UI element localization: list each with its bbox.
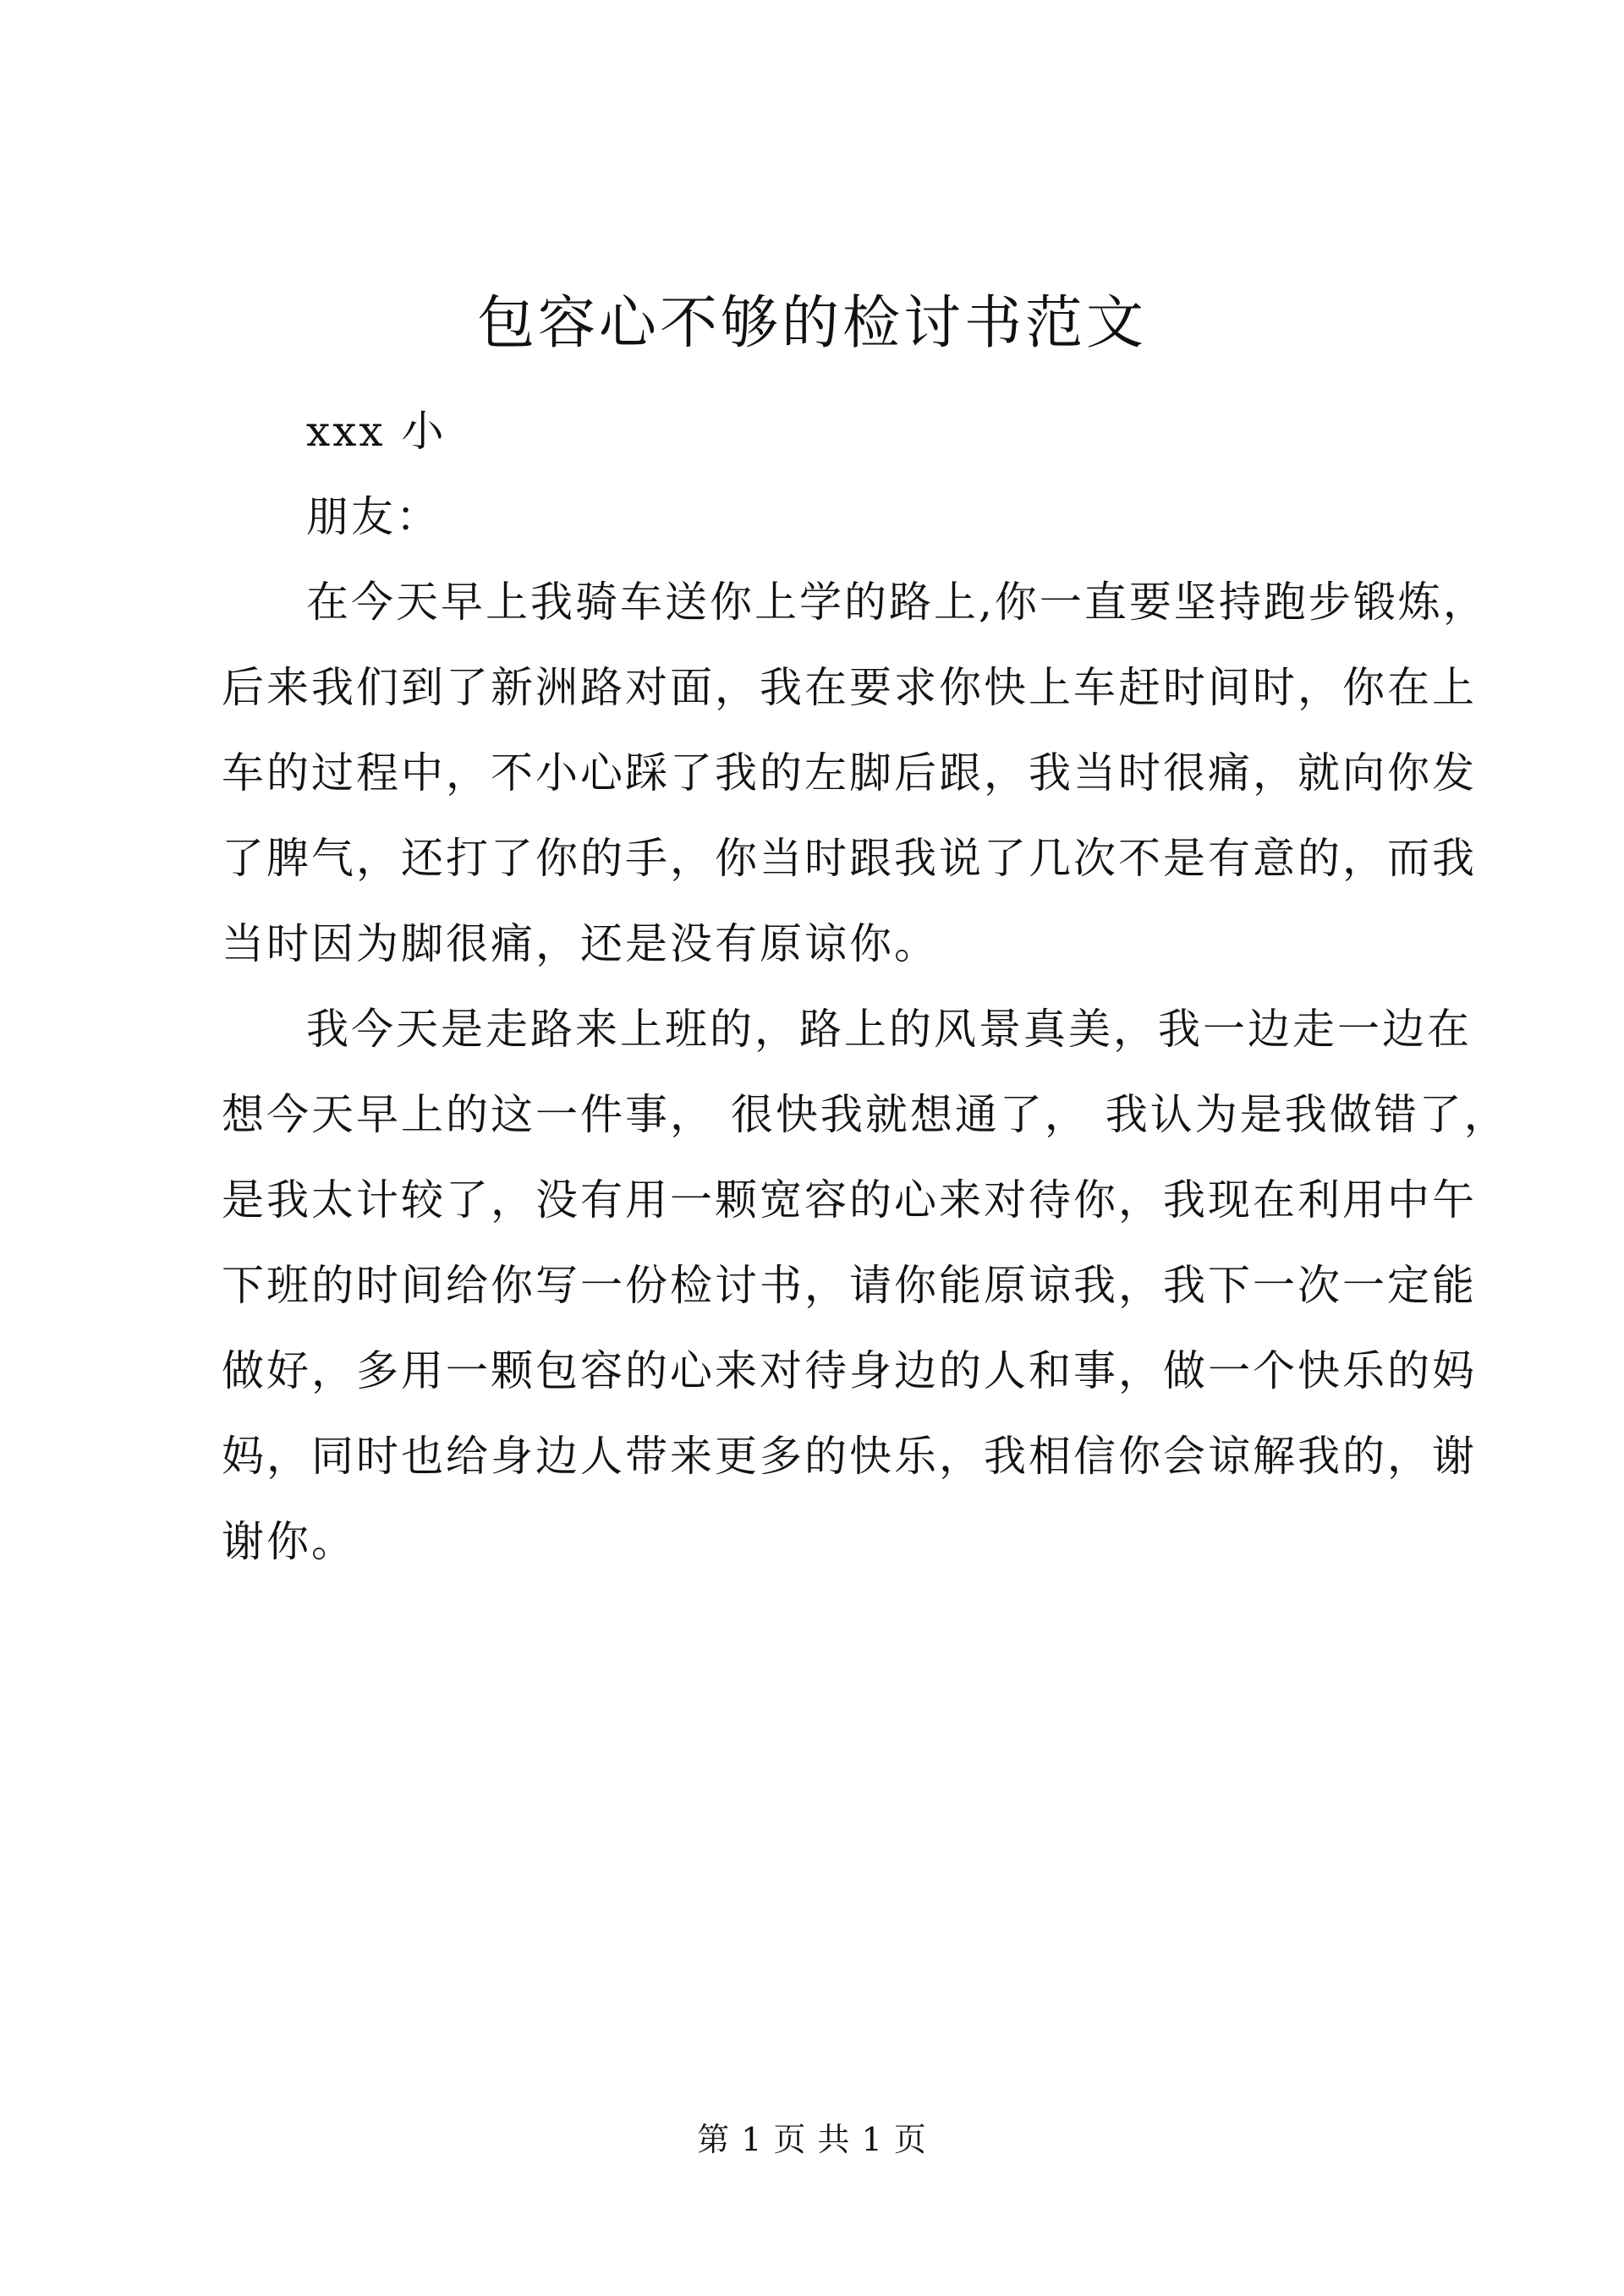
paragraph-line: 是我太计较了，没有用一颗宽容的心来对待你，我现在利用中午 — [222, 1175, 1477, 1225]
paragraph-line: 了脾气，还打了你的手，你当时跟我说了几次不是有意的，而我 — [222, 834, 1477, 883]
salutation-line: xxx 小 — [306, 407, 447, 456]
paragraph-line: 下班的时间给你写一份检讨书，请你能原谅我，我下一次一定能 — [222, 1261, 1477, 1310]
paragraph-1 — [222, 560, 1488, 987]
document-title: 包容心不够的检讨书范文 — [476, 290, 1147, 357]
salutation-line: 朋友： — [306, 492, 441, 541]
paragraph-line: 谢你。 — [222, 1517, 356, 1566]
paragraph-line: 在今天早上我骑车送你上学的路上,你一直要坚持跑步锻炼， — [306, 578, 1488, 627]
document-body — [222, 389, 1509, 1585]
paragraph-line: 当时因为脚很痛，还是没有原谅你。 — [222, 919, 939, 968]
paragraph-line: 我今天是走路来上班的，路上的风景真美，我一边走一边在 — [306, 1005, 1472, 1054]
paragraph-line: 车的过程中，不小心踩了我的左脚后跟，我当时很痛，就向你发 — [222, 748, 1477, 797]
paragraph-line: 做好，多用一颗包容的心来对待身边的人和事，做一个快乐的妈 — [222, 1346, 1477, 1395]
paragraph-line: 后来我们到了新洲路对面，我在要求你快上车赶时间时，你在上 — [222, 663, 1477, 712]
page-number-footer: 第 1 页 共 1 页 — [697, 2121, 927, 2158]
paragraph-line: 想今天早上的这一件事， 很快我就想通了， 我认为是我做错了， — [222, 1090, 1509, 1139]
paragraph-line: 妈，同时也给身边人带来更多的快乐，我相信你会谅解我的，谢 — [222, 1432, 1477, 1481]
paragraph-2 — [222, 987, 1509, 1585]
